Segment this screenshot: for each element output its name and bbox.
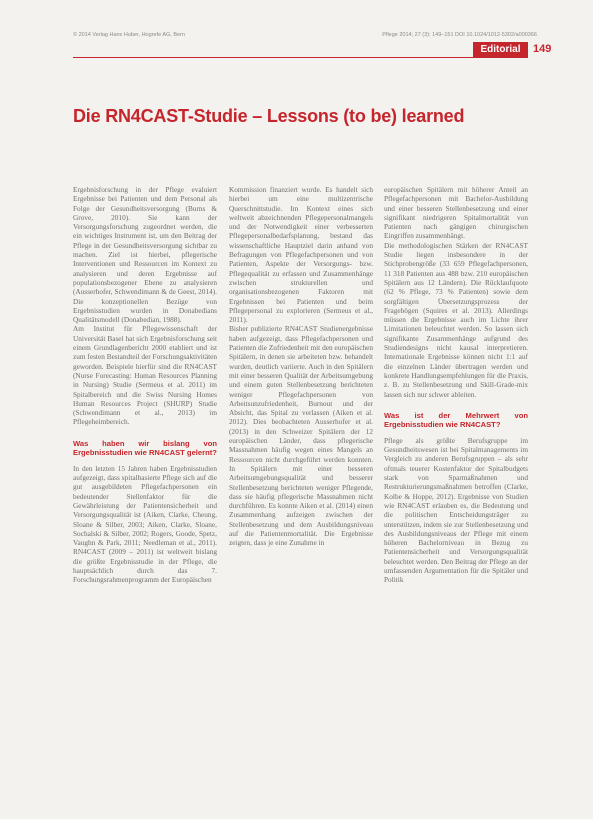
paragraph: Pflege als größte Berufsgruppe im Gesundheitswesen ist bei Spitalmanagements im Vergleich zu anderen Berufsgruppen – als sehr oftmals teuerer Kostenfaktor der Spitalbudgets stark von Sparmaßnahmen und Restrukturierungsmaßnahmen betroffen (Clarke, Kolbe & Hoppe, 2012). Ergebnisse von Studien wie RN4CAST erlauben es, die Bedeutung und die politischen Entscheidungsträger zu unterstützen, indem sie zur Stellenbesetzung und des Ausbildungsniveaus der Pflege mit einem höheren Bachelorniveau in Bezug zu Patientensicherheit und Versorgungsqualität beleuchtet werden. Den Beitrag der Pflege an der umfassenden Argumentation für die Spitäler und Politik <box>384 435 528 585</box>
section-heading: Was ist der Mehrwert von Ergebnisstudien wie RN4CAST? <box>384 410 528 430</box>
paragraph: In den letzten 15 Jahren haben Ergebnisstudien aufgezeigt, dass spitalbasierte Pflege sich auf die gut ausgebildeten Pflegefachpersonen ein bedeutender Stellenfaktor für die Gewährleistung der Patientensicherheit und Versorgungsqualität ist (Aiken, Clarke, Cheung, Sloane & Silber, 2003; Aiken, Clarke, Sloane, Sochalski & Silber, 2002; Rogers, Goode, Spetz, Vaughn & Park, 2011; Needleman et al., 2011). RN4CAST (2009 – 2011) ist weltweit bislang die größte Ergebnisstudie in der Pflege, die hauptsächlich durch das 7. Forschungsrahmenprogramm der Europäischen <box>73 463 217 585</box>
paragraph: Die methodologischen Stärken der RN4CAST Studie liegen insbesondere in der Stichprobengröße (33 659 Pflegefachpersonen, 11 318 Patienten aus 488 bzw. 210 europäischen Spitälern aus 12 Ländern). Die Rücklaufquote (62 % Pflege, 73 % Patienten) sowie dem sorgfältigen Übersetzungsprozess der Fragebögen (Squires et al. 2013). Allerdings müssen die Ergebnisse auch im Lichte ihrer Limitationen beleuchtet werden. So lassen sich signifikante Zusammenhänge aufgrund des Studiendesigns nicht kausal interpretieren. Internationale Ergebnisse können nicht 1:1 auf die einzelnen Länder übertragen werden und konkrete Handlungsempfehlungen für die Praxis, z. B. zu Stellenbesetzung und Skill-Grade-mix lassen sich nur schwer ableiten. <box>384 240 528 399</box>
text-column-1 <box>73 185 217 815</box>
citation-line: Pflege 2014; 27 (3): 149–151 DOI 10.1024/1012-5302/a000366 <box>382 32 537 38</box>
paragraph: Ergebnisforschung in der Pflege evaluiert Ergebnisse bei Patienten und dem Personal als Folge der Gesundheitsversorgung (Burns & Grove, 2010). Sie kann der Versorgungsforschung zugeordnet werden, die ein wichtiges Instrument ist, um den Beitrag der Pflege in der Gesundheitsversorgung sichtbar zu machen. Ziel ist hierbei, pflegerische Interventionen und Ressourcen im Kontext zu analysieren und deren Ergebnisse auf populationsbezogener Ebene zu analysieren (Ausserhofer, Schwendimann & de Geest, 2014). Die konzeptionellen Bezüge von Ergebnisstudien wurden in Donabedians Qualitätsmodell (Donabedian, 1988). <box>73 185 217 325</box>
header-rule <box>73 57 528 58</box>
paragraph: europäischen Spitälern mit höherer Anteil an Pflegefachpersonen mit Bachelor-Ausbildung und einer besseren Stellenbesetzung und einer signifikant niedrigeren Spitalmortalität von Patienten nach gängigen chirurgischen Eingriffen zusammenhängt. <box>384 185 528 241</box>
paragraph: Bisher publizierte RN4CAST Studienergebnisse haben aufgezeigt, dass Pflegefachpersonen und Patienten die Zufriedenheit mit den europäischen Spitälern, in denen sie arbeiteten bzw. behandelt wurden, deutlich variierte. Auch in den Spitälern mit einer besseren Qualität der Arbeitsumgebung und einem guten Stellenbesetzung berichteten weniger Pflegefachpersonen von Arbeitsunzufriedenheit, Burnout und der Absicht, das Spital zu verlassen (Aiken et al. 2012). Dies beobachteten Ausserhofer et al. (2013) in den Schweizer Spitälern der 12 europäischen Länder, dass pflegerische Massnahmen häufig wegen eines Mangels an Ressourcen nicht durchgeführt werden konnten. In Spitälern mit einer besseren Arbeitsumgebungsqualität und besserer Stellenbesetzung berichteten weniger Pflegende, dass sie häufig pflegerische Massnahmen nicht durchführen. Es konnte Aiken et al. (2014) einen Zusammenhang aufzeigen zwischen der Stellenbesetzung und dem Ausbildungsniveau auf die Patientenmortalität. Die Ergebnisse zeigten, dass je eine Zunahme in <box>229 324 373 548</box>
page-number: 149 <box>533 43 552 55</box>
paragraph: Kommission finanziert wurde. Es handelt sich hierbei um eine multizentrische Querschnittstudie. Im Kontext eines sich weltweit abzeichnenden Pflegepersonalmangels und der Notwendigkeit einer verbesserten Pflegepersonalbedarfsplanung, bestand das wissenschaftliche Hauptziel darin anhand von Befragungen von Pflegefachpersonen und von Patienten, Aspekte der Versorgungs- bzw. Pflegequalität zu erfassen und Zusammenhänge zwischen strukturellen und organisationsbezogenen Faktoren mit Ergebnissen bei Patienten und beim Pflegepersonal zu explorieren (Sermeus et al., 2011). <box>229 185 373 325</box>
section-heading: Was haben wir bislang von Ergebnisstudien wie RN4CAST gelernt? <box>73 438 217 458</box>
paragraph: Am Institut für Pflegewissenschaft der Universität Basel hat sich Ergebnisforschung seit einem Grundlagenbericht 2000 etabliert und ist zum festen Bestandteil der Forschungsaktivitäten geworden. Beispiele hierfür sind die RN4CAST (Nurse Forecasting: Human Resources Planning in Nursing) Studie (Sermeus et al. 2011) im Spitalbereich und die Swiss Nursing Homes Human Resources Project (SHURP) Studie (Schwendimann et al., 2013) im Pflegeheimbereich. <box>73 324 217 427</box>
copyright-line: © 2014 Verlag Hans Huber, Hogrefe AG, Bern <box>73 32 185 38</box>
text-column-3 <box>384 185 528 815</box>
text-column-2 <box>229 185 373 815</box>
article-title: Die RN4CAST-Studie – Lessons (to be) learned <box>73 106 465 127</box>
section-label: Editorial <box>473 42 528 57</box>
running-header <box>73 26 553 38</box>
